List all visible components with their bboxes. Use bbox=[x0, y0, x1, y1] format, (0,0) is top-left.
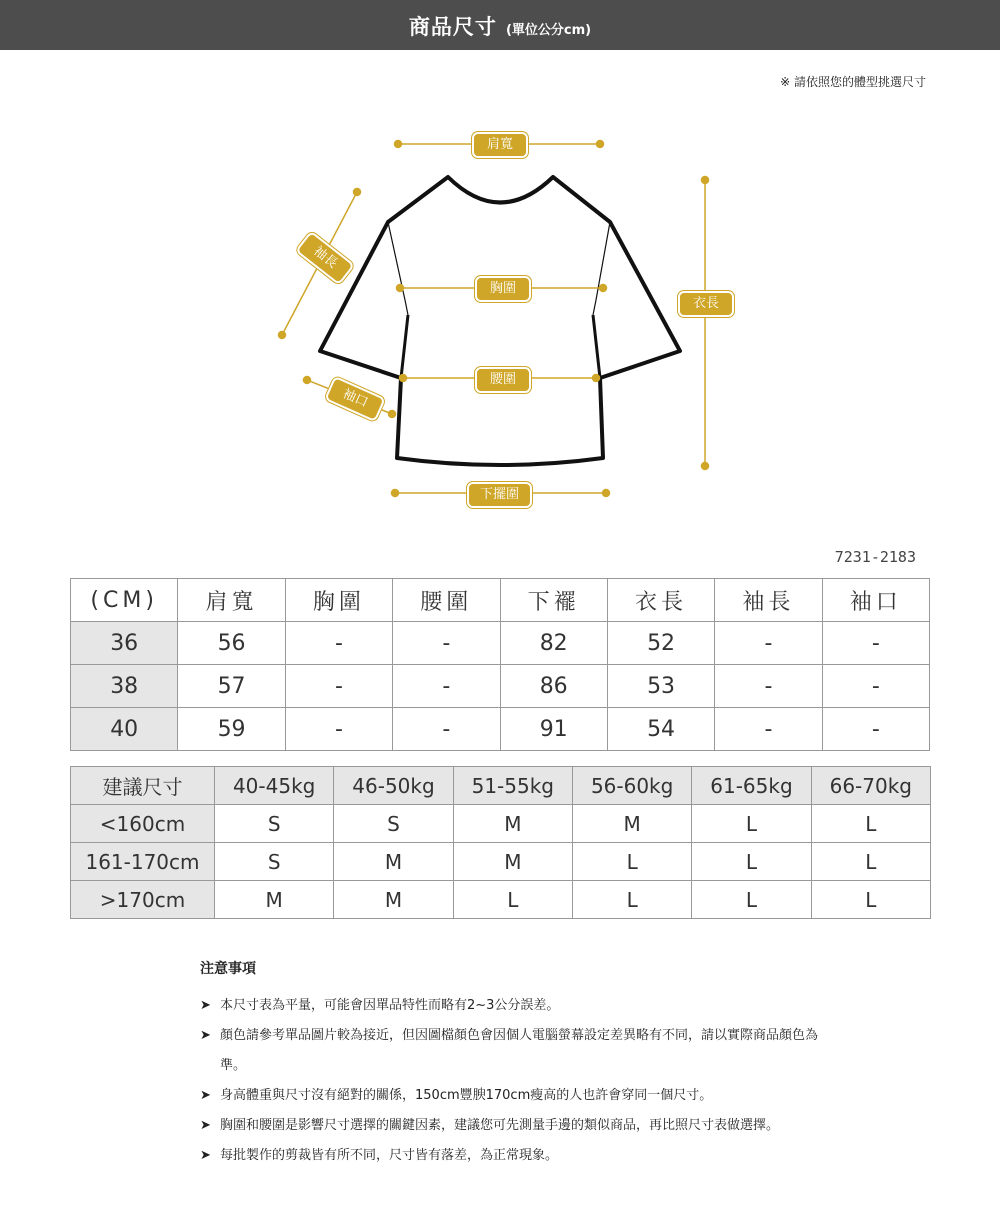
value-cell: - bbox=[715, 622, 822, 665]
length-tag: 衣長 bbox=[678, 291, 734, 317]
header-cell: (CM) bbox=[71, 579, 178, 622]
table-row bbox=[71, 622, 930, 665]
header-cell: 肩寬 bbox=[178, 579, 285, 622]
value-cell: - bbox=[822, 622, 929, 665]
waist-dot bbox=[593, 375, 600, 382]
value-cell: - bbox=[393, 665, 500, 708]
cuff-dot bbox=[304, 377, 311, 384]
value-cell: 52 bbox=[607, 622, 714, 665]
value-cell: - bbox=[285, 708, 392, 751]
note-text: 每批製作的剪裁皆有所不同，尺寸皆有落差，為正常現象。 bbox=[220, 1148, 559, 1163]
note-item bbox=[200, 1081, 820, 1111]
value-cell: 91 bbox=[500, 708, 607, 751]
arrow-icon: ➤ bbox=[200, 1028, 211, 1043]
waist-tag: 腰圍 bbox=[475, 367, 531, 393]
tshirt-outline bbox=[320, 177, 680, 465]
size-cell: 36 bbox=[71, 622, 178, 665]
value-cell: S bbox=[215, 843, 334, 881]
header-bar bbox=[0, 0, 1000, 50]
cuff-tag: 袖口 bbox=[324, 376, 386, 423]
sleeve-length-tag: 袖長 bbox=[295, 231, 355, 286]
height-cell: >170cm bbox=[71, 881, 215, 919]
hem-dot bbox=[392, 490, 399, 497]
value-cell: L bbox=[453, 881, 572, 919]
arrow-icon: ➤ bbox=[200, 1088, 211, 1103]
chest-dot bbox=[397, 285, 404, 292]
value-cell: 56 bbox=[178, 622, 285, 665]
arrow-icon: ➤ bbox=[200, 1118, 211, 1133]
size-cell: 40 bbox=[71, 708, 178, 751]
hem-dot bbox=[603, 490, 610, 497]
value-cell: M bbox=[453, 843, 572, 881]
value-cell: - bbox=[393, 708, 500, 751]
tshirt-outline-svg bbox=[0, 110, 1000, 530]
value-cell: M bbox=[572, 805, 691, 843]
header-cell: 腰圍 bbox=[393, 579, 500, 622]
notes-section bbox=[200, 958, 820, 1171]
table-row bbox=[71, 843, 931, 881]
shoulder-dot bbox=[597, 141, 604, 148]
value-cell: M bbox=[334, 881, 453, 919]
header-cell: 衣長 bbox=[607, 579, 714, 622]
sleeve-length-dot bbox=[354, 189, 361, 196]
header-cell: 61-65kg bbox=[692, 767, 811, 805]
value-cell: L bbox=[572, 843, 691, 881]
chest-tag: 胸圍 bbox=[475, 276, 531, 302]
table-row bbox=[71, 805, 931, 843]
value-cell: L bbox=[692, 881, 811, 919]
page-title: 商品尺寸 bbox=[408, 15, 497, 39]
value-cell: - bbox=[822, 665, 929, 708]
right-sleeve-seam bbox=[593, 222, 610, 315]
value-cell: M bbox=[215, 881, 334, 919]
value-cell: S bbox=[334, 805, 453, 843]
value-cell: - bbox=[285, 622, 392, 665]
left-side-dart bbox=[401, 315, 408, 378]
value-cell: M bbox=[334, 843, 453, 881]
height-cell: <160cm bbox=[71, 805, 215, 843]
value-cell: L bbox=[692, 843, 811, 881]
header-cell: 56-60kg bbox=[572, 767, 691, 805]
table-row bbox=[71, 665, 930, 708]
header-cell: 建議尺寸 bbox=[71, 767, 215, 805]
value-cell: M bbox=[453, 805, 572, 843]
header-cell: 袖長 bbox=[715, 579, 822, 622]
size-cell: 38 bbox=[71, 665, 178, 708]
length-dot bbox=[702, 463, 709, 470]
length-dot bbox=[702, 177, 709, 184]
value-cell: L bbox=[811, 843, 930, 881]
sleeve-length-dot bbox=[279, 332, 286, 339]
value-cell: S bbox=[215, 805, 334, 843]
value-cell: 54 bbox=[607, 708, 714, 751]
value-cell: - bbox=[285, 665, 392, 708]
recommend-table bbox=[70, 766, 931, 919]
notes-title: 注意事項 bbox=[200, 961, 256, 977]
value-cell: - bbox=[393, 622, 500, 665]
value-cell: 57 bbox=[178, 665, 285, 708]
hem-tag: 下擺圍 bbox=[467, 482, 532, 508]
value-cell: L bbox=[811, 881, 930, 919]
note-text: 胸圍和腰圍是影響尺寸選擇的關鍵因素，建議您可先測量手邊的類似商品，再比照尺寸表做選擇。 bbox=[220, 1118, 780, 1133]
value-cell: - bbox=[715, 665, 822, 708]
value-cell: L bbox=[811, 805, 930, 843]
note-item bbox=[200, 1141, 820, 1171]
header-cell: 袖口 bbox=[822, 579, 929, 622]
header-cell: 46-50kg bbox=[334, 767, 453, 805]
waist-dot bbox=[400, 375, 407, 382]
note-item bbox=[200, 1021, 820, 1081]
left-sleeve-seam bbox=[388, 222, 408, 315]
arrow-icon: ➤ bbox=[200, 1148, 211, 1163]
note-item bbox=[200, 1111, 820, 1141]
arrow-icon: ➤ bbox=[200, 998, 211, 1013]
note-item bbox=[200, 991, 820, 1021]
header-cell: 胸圍 bbox=[285, 579, 392, 622]
recommend-table-header bbox=[71, 767, 931, 805]
value-cell: 86 bbox=[500, 665, 607, 708]
note-text: 顏色請參考單品圖片較為接近，但因圖檔顏色會因個人電腦螢幕設定差異略有不同，請以實際商品顏色為準。 bbox=[220, 1028, 819, 1073]
value-cell: - bbox=[715, 708, 822, 751]
value-cell: - bbox=[822, 708, 929, 751]
garment-diagram bbox=[0, 110, 1000, 530]
table-row bbox=[71, 881, 931, 919]
value-cell: L bbox=[692, 805, 811, 843]
value-cell: 82 bbox=[500, 622, 607, 665]
size-table bbox=[70, 578, 930, 751]
value-cell: 59 bbox=[178, 708, 285, 751]
shoulder-dot bbox=[395, 141, 402, 148]
header-cell: 66-70kg bbox=[811, 767, 930, 805]
value-cell: 53 bbox=[607, 665, 714, 708]
chest-dot bbox=[600, 285, 607, 292]
right-side-dart bbox=[593, 315, 600, 378]
size-table-header bbox=[71, 579, 930, 622]
note-text: 身高體重與尺寸沒有絕對的關係，150cm豐腴170cm瘦高的人也許會穿同一個尺寸。 bbox=[220, 1088, 713, 1103]
unit-label: (單位公分cm) bbox=[505, 23, 592, 38]
table-row bbox=[71, 708, 930, 751]
header-cell: 40-45kg bbox=[215, 767, 334, 805]
size-advice-note: ※ 請依照您的體型挑選尺寸 bbox=[780, 75, 926, 89]
height-cell: 161-170cm bbox=[71, 843, 215, 881]
header-cell: 51-55kg bbox=[453, 767, 572, 805]
note-text: 本尺寸表為平量，可能會因單品特性而略有2~3公分誤差。 bbox=[220, 998, 560, 1013]
shoulder-tag: 肩寬 bbox=[472, 132, 528, 158]
value-cell: L bbox=[572, 881, 691, 919]
cuff-dot bbox=[389, 411, 396, 418]
header-cell: 下襬 bbox=[500, 579, 607, 622]
product-code: 7231-2183 bbox=[834, 548, 916, 566]
